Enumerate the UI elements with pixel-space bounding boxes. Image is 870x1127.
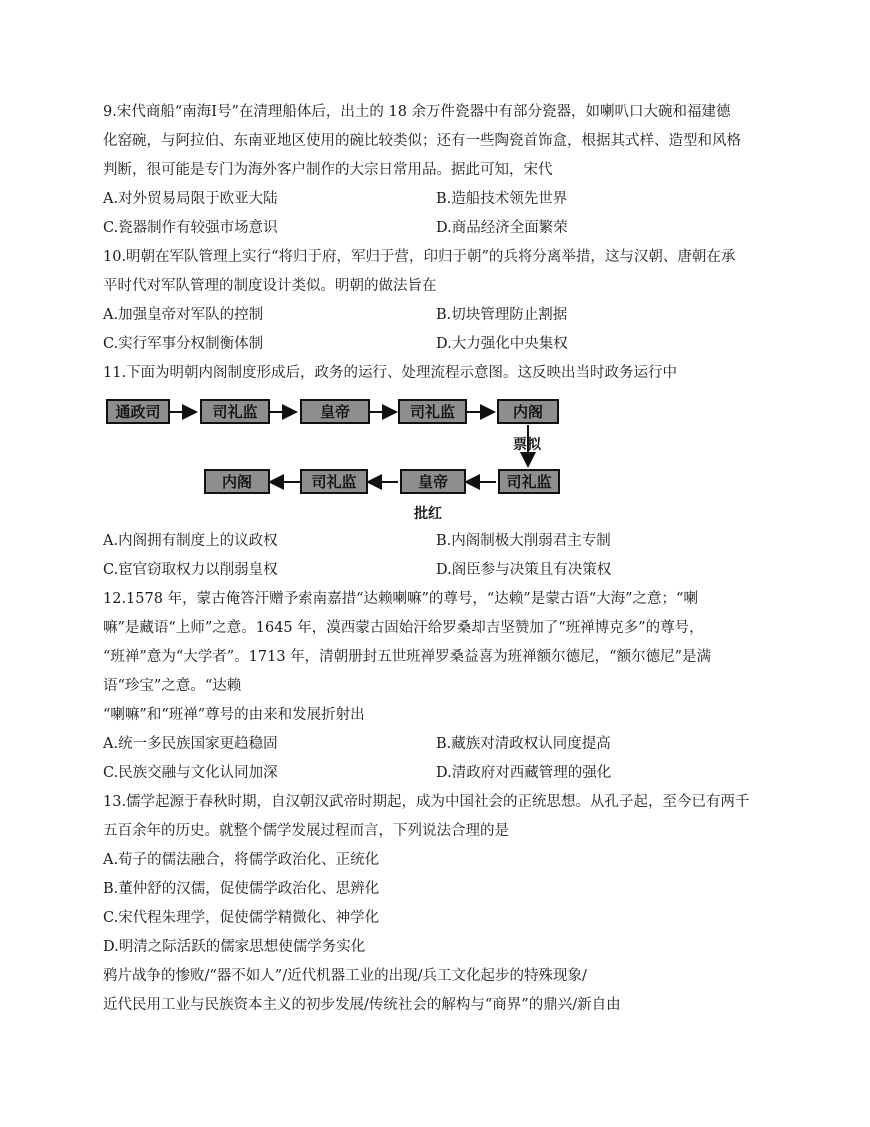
q9-option-d[interactable]: D.商品经济全面繁荣 — [436, 220, 568, 236]
q12-option-b[interactable]: B.藏族对清政权认同度提高 — [436, 736, 611, 752]
q9-option-a[interactable]: A.对外贸易局限于欧亚大陆 — [103, 191, 278, 207]
flow-box-silijian-3: 司礼监 — [300, 469, 368, 494]
q10-stem-line-1: 10.明朝在军队管理上实行“将归于府，军归于营，印归于朝”的兵将分离举措，这与汉朝、唐朝在承 — [103, 249, 736, 265]
q9-option-c[interactable]: C.瓷器制作有较强市场意识 — [103, 220, 278, 236]
q11-option-b[interactable]: B.内阁制极大削弱君主专制 — [436, 533, 611, 549]
q13-stem-line-2: 五百余年的历史。就整个儒学发展过程而言，下列说法合理的是 — [103, 823, 509, 839]
q13-option-a[interactable]: A.荀子的儒法融合，将儒学政治化、正统化 — [103, 852, 380, 868]
label-piaoni: 票拟 — [513, 437, 541, 453]
q9-stem-line-3: 判断，很可能是专门为海外客户制作的大宗日常用品。据此可知，宋代 — [103, 162, 553, 178]
q11-option-d[interactable]: D.阁臣参与决策且有决策权 — [436, 562, 612, 578]
flow-arrows — [0, 0, 870, 530]
label-pihong: 批红 — [414, 506, 442, 522]
flow-box-emperor-1: 皇帝 — [300, 399, 370, 424]
q11-option-a[interactable]: A.内阁拥有制度上的议政权 — [103, 533, 278, 549]
q13-option-d[interactable]: D.明清之际活跃的儒家思想使儒学务实化 — [103, 939, 366, 955]
q12-stem-line-4: 语“珍宝”之意。“达赖 — [103, 678, 242, 694]
q12-option-c[interactable]: C.民族交融与文化认同加深 — [103, 765, 278, 781]
flow-box-neige-1: 内阁 — [497, 399, 559, 424]
q10-option-d[interactable]: D.大力强化中央集权 — [436, 336, 568, 352]
flow-box-silijian-4: 司礼监 — [498, 469, 560, 494]
q12-stem-line-3: “班禅”意为“大学者”。1713 年，清朝册封五世班禅罗桑益喜为班禅额尔德尼，“额尔德尼”是满 — [103, 649, 711, 665]
q10-option-c[interactable]: C.实行军事分权制衡体制 — [103, 336, 264, 352]
q10-option-a[interactable]: A.加强皇帝对军队的控制 — [103, 307, 264, 323]
q12-option-a[interactable]: A.统一多民族国家更趋稳固 — [103, 736, 278, 752]
q10-stem-line-2: 平时代对军队管理的制度设计类似。明朝的做法旨在 — [103, 278, 437, 294]
flow-box-neige-2: 内阁 — [204, 469, 270, 494]
q13-option-b[interactable]: B.董仲舒的汉儒，促使儒学政治化、思辨化 — [103, 881, 380, 897]
flow-box-emperor-2: 皇帝 — [400, 469, 466, 494]
flow-box-silijian-2: 司礼监 — [398, 399, 467, 424]
q9-option-b[interactable]: B.造船技术领先世界 — [436, 191, 568, 207]
q12-stem-line-5: “喇嘛”和“班禅”尊号的由来和发展折射出 — [103, 707, 365, 723]
q12-stem-line-1: 12.1578 年，蒙古俺答汗赠予索南嘉措“达赖喇嘛”的尊号，“达赖”是蒙古语“大海”之意；“喇 — [103, 591, 698, 607]
q11-option-c[interactable]: C.宦官窃取权力以削弱皇权 — [103, 562, 278, 578]
q12-option-d[interactable]: D.清政府对西藏管理的强化 — [436, 765, 612, 781]
flow-box-silijian-1: 司礼监 — [200, 399, 270, 424]
q9-stem-line-2: 化窑碗，与阿拉伯、东南亚地区使用的碗比较类似；还有一些陶瓷首饰盒，根据其式样、造型和风格 — [103, 133, 741, 149]
q9-stem-line-1: 9.宋代商船“南海Ⅰ号”在清理船体后，出土的 18 余万件瓷器中有部分瓷器，如喇叭口大碗和福建德 — [103, 104, 731, 120]
q13-option-c[interactable]: C.宋代程朱理学，促使儒学精微化、神学化 — [103, 910, 380, 926]
q10-option-b[interactable]: B.切块管理防止割据 — [436, 307, 568, 323]
trailing-line-2: 近代民用工业与民族资本主义的初步发展/传统社会的解构与“商界”的鼎兴/新自由 — [103, 997, 621, 1013]
q13-stem-line-1: 13.儒学起源于春秋时期，自汉朝汉武帝时期起，成为中国社会的正统思想。从孔子起，至今已有两千 — [103, 794, 750, 810]
flow-box-tongzhengsi: 通政司 — [106, 399, 170, 424]
q11-stem-line-1: 11.下面为明朝内阁制度形成后，政务的运行、处理流程示意图。这反映出当时政务运行中 — [103, 365, 678, 381]
trailing-line-1: 鸦片战争的惨败/“器不如人”/近代机器工业的出现/兵工文化起步的特殊现象/ — [103, 968, 587, 984]
q12-stem-line-2: 嘛”是藏语“上师”之意。1645 年，漠西蒙古固始汗给罗桑却吉坚赞加了“班禅博克多”的尊号， — [103, 620, 704, 636]
